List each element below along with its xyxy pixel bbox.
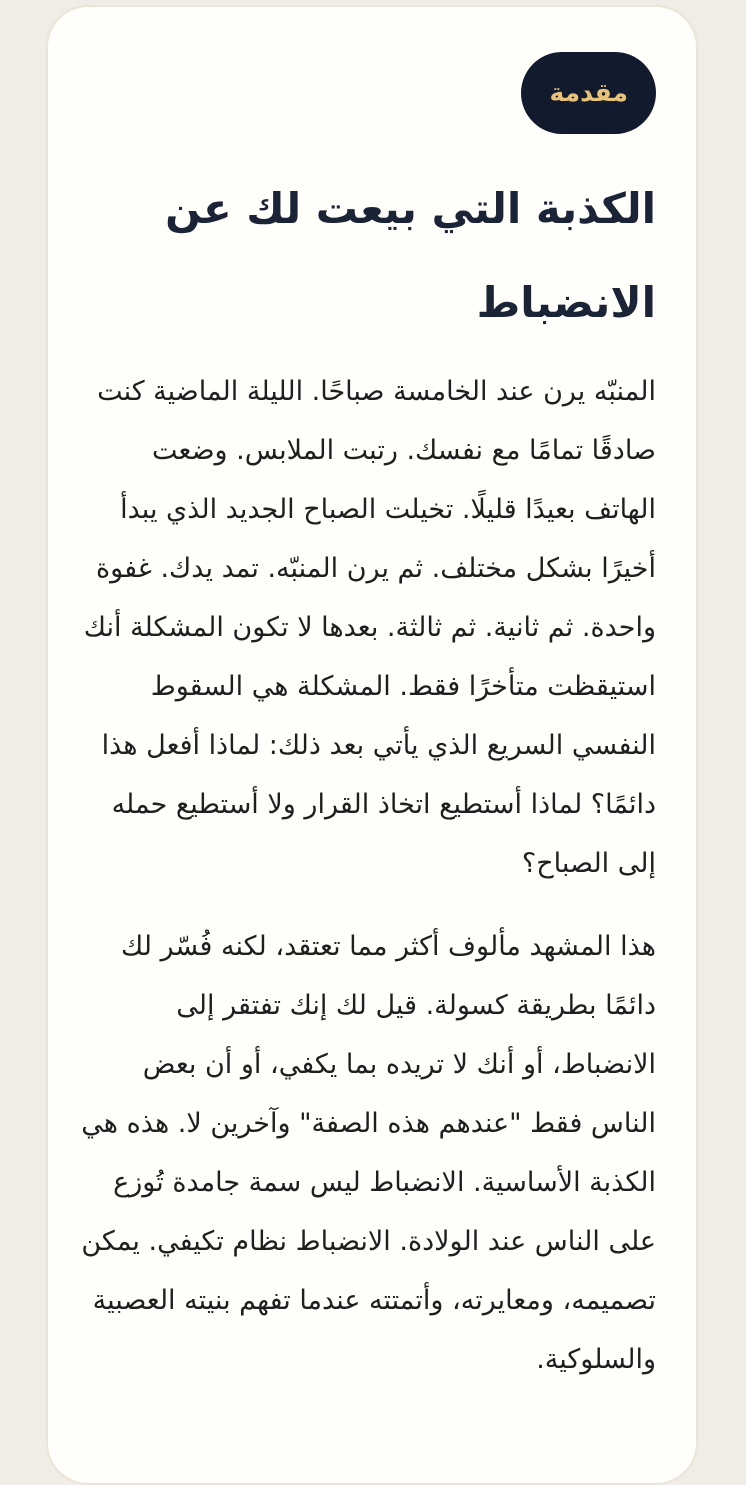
article-card	[46, 5, 698, 1485]
paragraph-1: المنبّه يرن عند الخامسة صباحًا. الليلة الماضية كنت صادقًا تمامًا مع نفسك. رتبت الملابس. وضعت الهاتف بعيدًا قليلًا. تخيلت الصباح الجديد الذي يبدأ أخيرًا بشكل مختلف. ثم يرن المنبّه. تمد يدك. غفوة واحدة. ثم ثانية. ثم ثالثة. بعدها لا تكون المشكلة أنك استيقظت متأخرًا فقط. المشكلة هي السقوط النفسي السريع الذي يأتي بعد ذلك: لماذا أفعل هذا دائمًا؟ لماذا أستطيع اتخاذ القرار ولا أستطيع حمله إلى الصباح؟	[83, 376, 656, 879]
article-content	[76, 52, 656, 1413]
section-badge: مقدمة	[521, 52, 656, 134]
paragraph-2: هذا المشهد مألوف أكثر مما تعتقد، لكنه فُسّر لك دائمًا بطريقة كسولة. قيل لك إنك تفتقر إلى الانضباط، أو أنك لا تريده بما يكفي، أو أن بعض الناس فقط "عندهم هذه الصفة" وآخرين لا. هذه هي الكذبة الأساسية. الانضباط ليس سمة جامدة تُوزع على الناس عند الولادة. الانضباط نظام تكيفي. يمكن تصميمه، ومعايرته، وأتمتته عندما تفهم بنيته العصبية والسلوكية.	[81, 931, 656, 1375]
article-title: الكذبة التي بيعت لك عن الانضباط	[165, 184, 656, 327]
